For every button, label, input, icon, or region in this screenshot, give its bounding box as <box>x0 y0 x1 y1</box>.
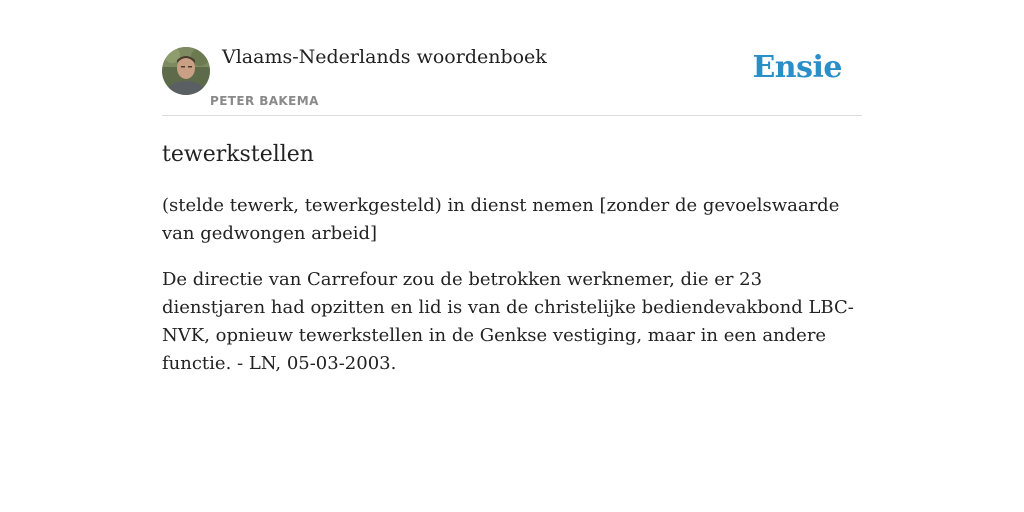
entry-term: tewerkstellen <box>162 142 314 167</box>
dictionary-title[interactable]: Vlaams-Nederlands woordenboek <box>222 46 547 68</box>
avatar-photo-icon <box>162 47 210 95</box>
ensie-logo[interactable]: Ensie <box>752 50 842 85</box>
entry-card <box>162 40 862 378</box>
entry-example: De directie van Carrefour zou de betrokken werknemer, die er 23 dienstjaren had opzitten en lid is van de christelijke bediendevakbond LBC-NVK, opnieuw tewerkstellen in de Genkse vestiging, maar in een andere functie. - LN, 05-03-2003. <box>162 269 854 374</box>
entry-definition: (stelde tewerk, tewerkgesteld) in dienst nemen [zonder de gevoelswaarde van gedwongen arbeid] <box>162 195 840 244</box>
author-name[interactable]: PETER BAKEMA <box>210 94 319 108</box>
entry-header <box>162 40 862 116</box>
author-avatar[interactable] <box>162 47 210 95</box>
